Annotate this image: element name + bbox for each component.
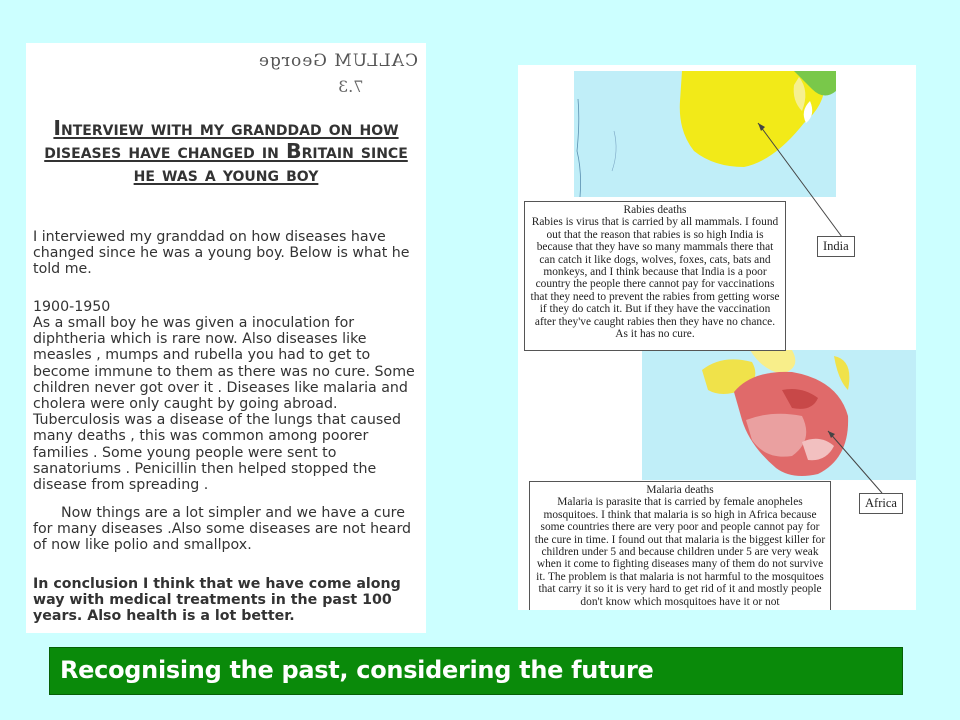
student-class-number: 7.3 [338,77,364,96]
period-heading: 1900-1950 [33,299,111,315]
body-paragraph: As a small boy he was given a inoculation for diphtheria which is rare now. Also diseases like measles , mumps and rubella you had to get to become immune to them as there was no cure. Some children never got over it . Diseases like malaria and cholera were only caught by going abroad. Tuberculosis was a disease of the lungs that caused many deaths , this was common among poorer families . Some young people were sent to sanatoriums . Penicillin then helped stopped the disease from spreading . [33,315,415,494]
india-label: India [817,236,855,257]
footer-banner [49,647,903,695]
rabies-heading: Rabies deaths [623,204,687,216]
document-title: Interview with my granddad on how diseases have changed in Britain since he was a young boy [44,116,408,186]
malaria-text: Malaria is parasite that is carried by female anopheles mosquitoes. I think that malaria is so high in Africa because some countries there are very poor and people cannot pay for the cure in time. I found out that malaria is the biggest killer for children under 5 and because children under 5 are very weak when it come to fighting diseases many of them do not survive it. The problem is that malaria is not harmful to the mosquitoes that carry it so it is very hard to get rid of it and mostly people don't know which mosquitoes have it or not [534,496,826,608]
student-signature: CALLUM George [257,51,418,71]
conclusion-paragraph: In conclusion I think that we have come along way with medical treatments in the past 100 years. Also health is a lot better. [33,576,401,625]
banner-caption: Recognising the past, considering the future [60,656,654,684]
africa-label: Africa [859,493,903,514]
malaria-heading: Malaria deaths [646,484,714,496]
rabies-info-box [524,201,786,351]
student-document [26,43,426,633]
rabies-text: Rabies is virus that is carried by all mammals. I found out that the reason that rabies is so high India is because that they have so many mammals there that can catch it like dogs, wolves, foxes, cats, bats and monkeys, and I think because that India is a poor country the people there cannot pay for vaccinations that they need to prevent the rabies from getting worse if they do catch it. But if they have the vaccination after they've caught rabies then they have no chance. As it has no cure. [530,216,780,341]
intro-paragraph: I interviewed my granddad on how diseases have changed since he was a young boy. Below is what he told me. [33,229,410,278]
malaria-info-box [529,481,831,610]
now-paragraph: Now things are a lot simpler and we have a cure for many diseases .Also some diseases are not heard of now like polio and smallpox. [33,505,412,554]
disease-maps-panel [518,65,916,610]
